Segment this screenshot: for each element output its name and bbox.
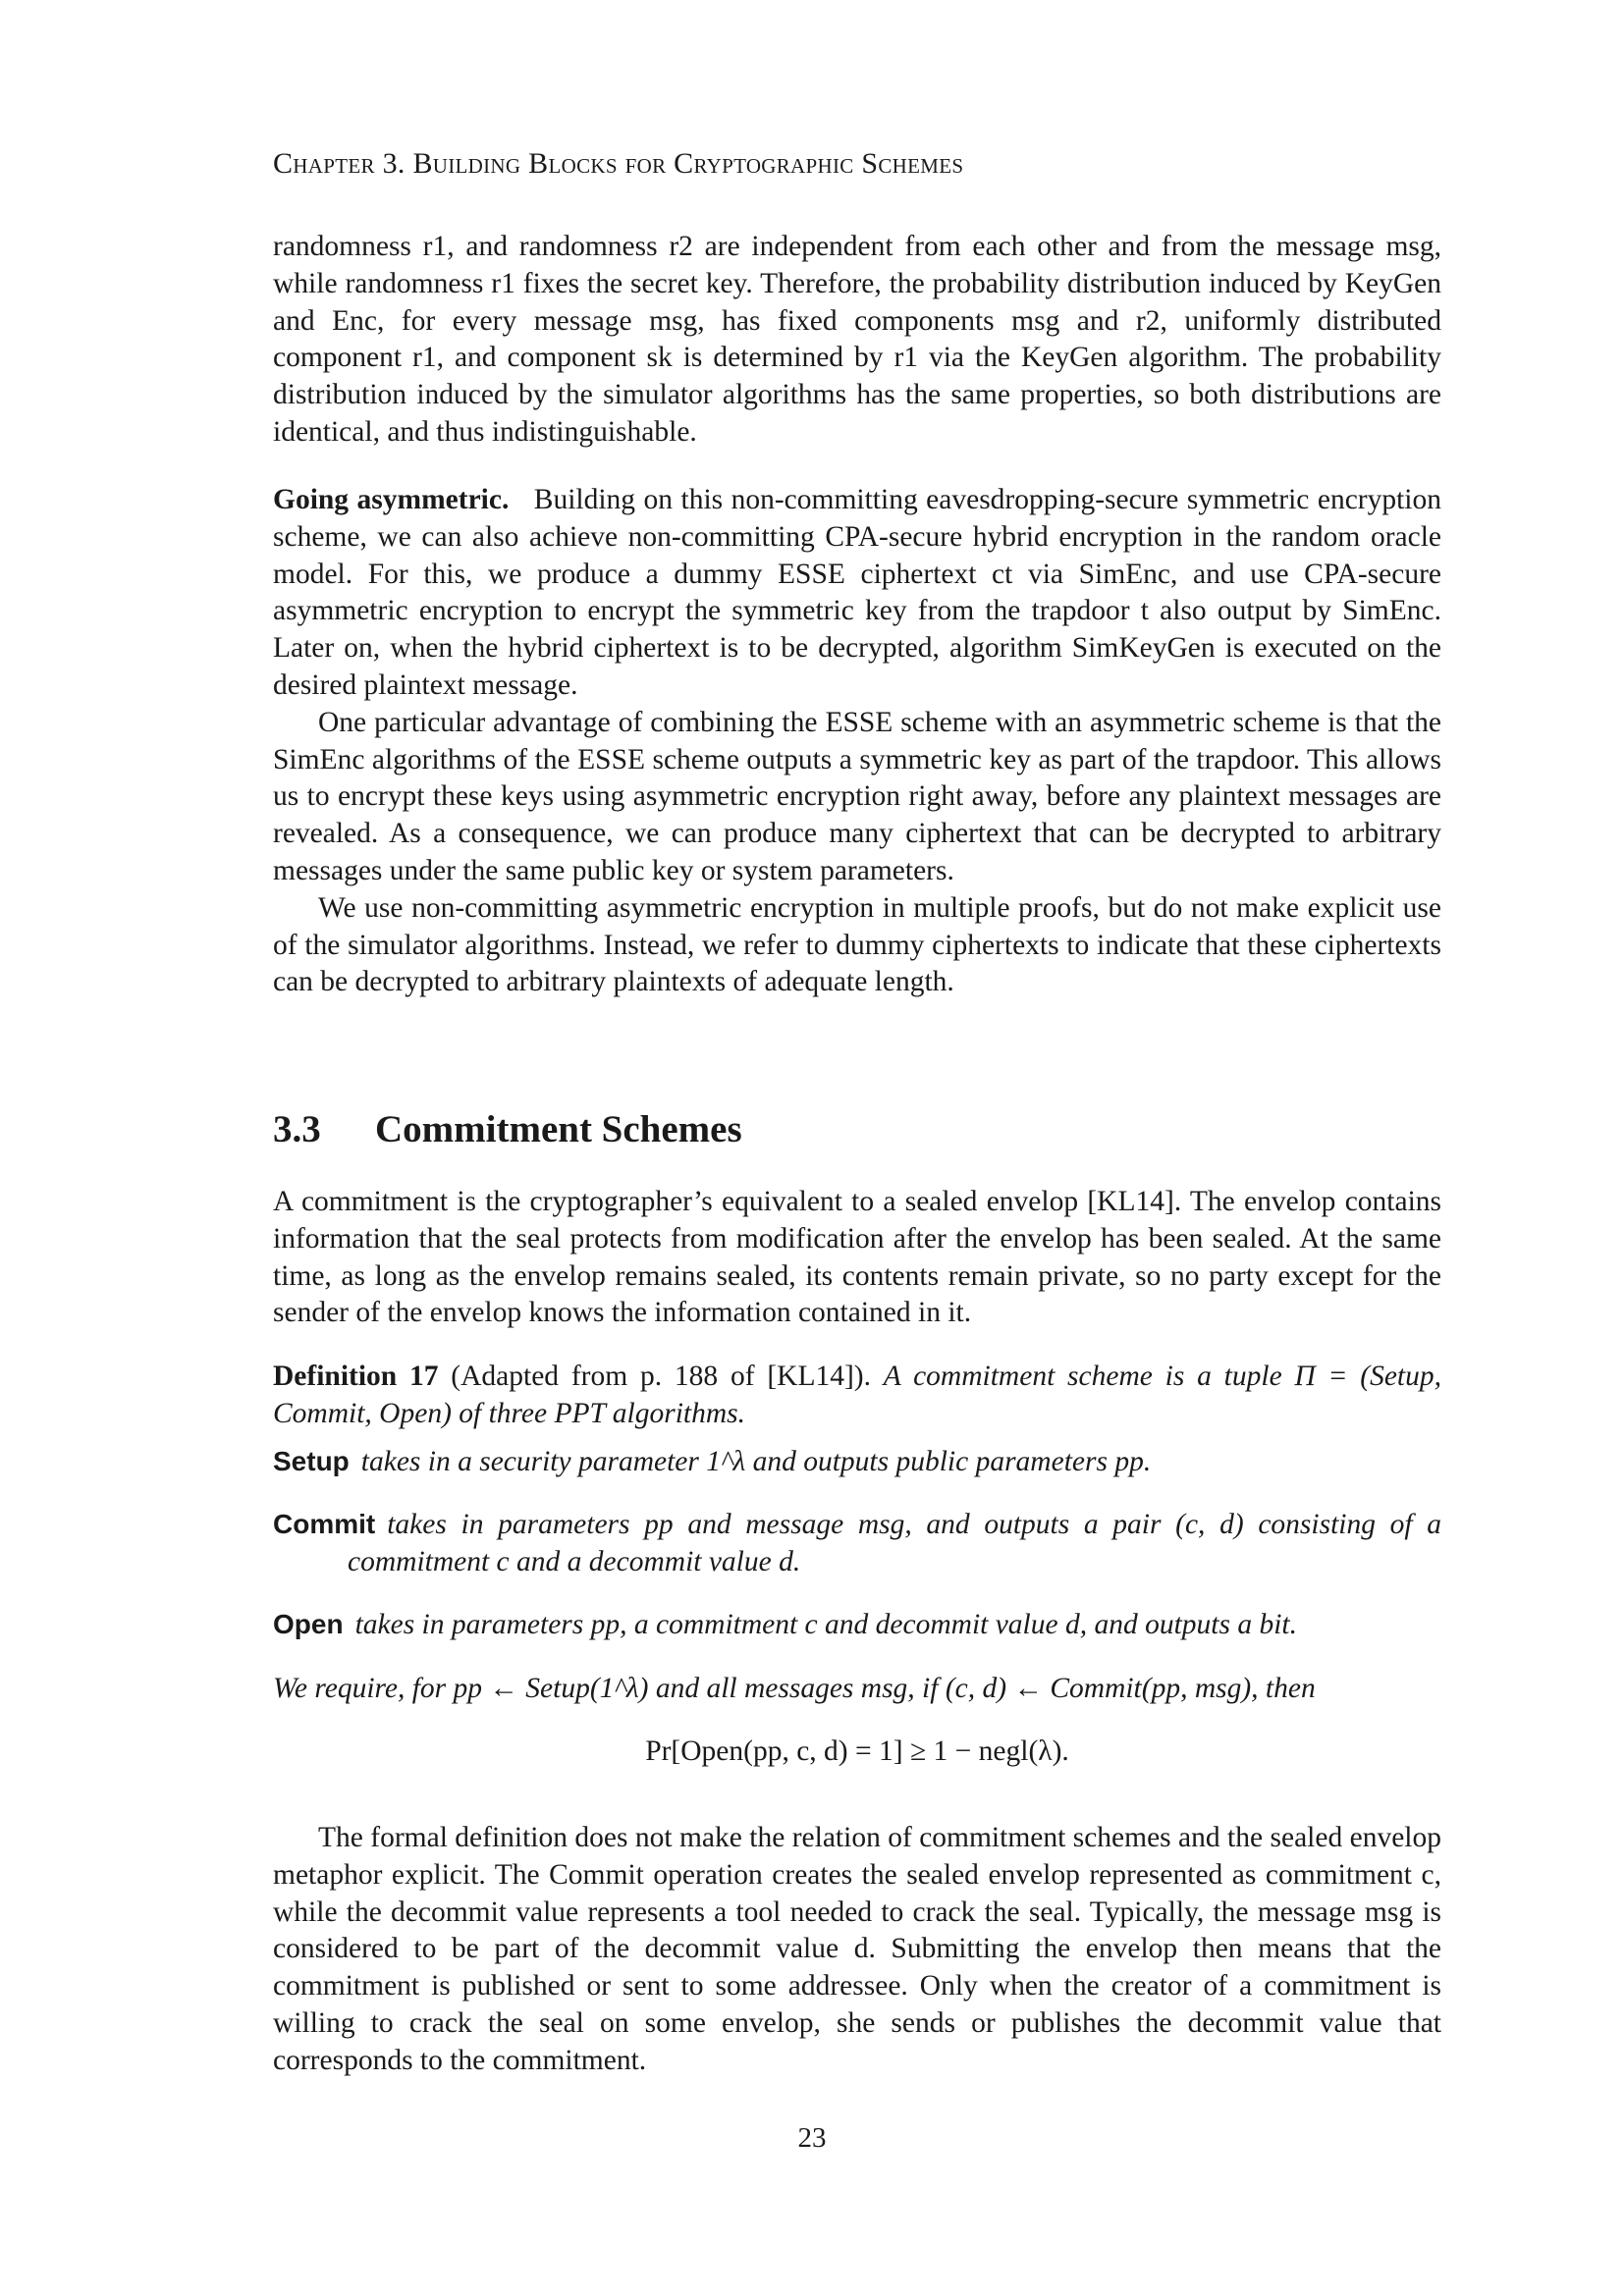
definition-item-setup	[273, 1443, 1441, 1481]
definition-item-commit	[273, 1506, 1441, 1581]
closing-paragraph-text: The formal definition does not make the relation of commitment schemes and the sealed envelop metaphor explicit. The Commit operation creates the sealed envelop represented as commitment c, while the decommit value represents a tool needed to crack the seal. Typically, the message msg is considered to be part of the decommit value d. Submitting the envelop then means that the commitment is published or sent to some addressee. Only when the creator of a commitment is willing to crack the seal on some envelop, she sends or publishes the decommit value that corresponds to the commitment.	[273, 1822, 1441, 2076]
definition-header	[273, 1359, 1441, 1433]
section-heading	[273, 1107, 742, 1151]
section-title: Commitment Schemes	[375, 1108, 742, 1150]
definition-item-open	[273, 1606, 1441, 1644]
section-intro-text: A commitment is the cryptographer’s equivalent to a sealed envelop [KL14]. The envelop contains information that the seal protects from modification after the envelop has been sealed. At the same time, as long as the envelop remains sealed, its contents remain private, so no party except for the sender of the envelop knows the information contained in it.	[273, 1186, 1441, 1329]
definition-requirement	[273, 1671, 1441, 1708]
going-asymmetric-heading: Going asymmetric.	[273, 484, 510, 515]
item-label: Setup	[273, 1446, 350, 1476]
going-asymmetric-p3: We use non-committing asymmetric encryption in multiple proofs, but do not make explicit use of the simulator algorithms. Instead, we refer to dummy ciphertexts to indicate that these ciphertexts can be decrypted to arbitrary plaintexts of adequate length.	[273, 891, 1441, 998]
page-number: 23	[797, 2122, 827, 2154]
going-asymmetric-block	[273, 482, 1441, 1001]
equation-text: Pr[Open(pp, c, d) = 1] ≥ 1 − negl(λ).	[645, 1735, 1069, 1767]
paragraph-continuation	[273, 229, 1441, 452]
item-description: takes in a security parameter 1^λ and outputs public parameters pp.	[360, 1446, 1152, 1477]
running-header	[273, 147, 963, 181]
going-asymmetric-p2: One particular advantage of combining the ESSE scheme with an asymmetric scheme is that the SimEnc algorithms of the ESSE scheme outputs a symmetric key as part of the trapdoor. This allows us to encrypt these keys using asymmetric encryption right away, before any plaintext messages are revealed. As a consequence, we can produce many ciphertext that can be decrypted to arbitrary messages under the same public key or system parameters.	[273, 706, 1441, 886]
running-title: Chapter 3. Building Blocks for Cryptographic Schemes	[273, 147, 964, 180]
going-asymmetric-p1	[273, 482, 1441, 705]
item-description: takes in parameters pp and message msg, and outputs a pair (c, d) consisting of a commitment c and a decommit value d.	[348, 1509, 1441, 1577]
paragraph-1-text: randomness r1, and randomness r2 are independent from each other and from the message msg, while randomness r1 fixes the secret key. Therefore, the probability distribution induced by KeyGen and Enc, for every message msg, has fixed components msg and r2, uniformly distributed component r1, and component sk is determined by r1 via the KeyGen algorithm. The probability distribution induced by the simulator algorithms has the same properties, so both distributions are identical, and thus indistinguishable.	[273, 231, 1441, 448]
definition-source: (Adapted from p. 188 of [KL14]).	[451, 1361, 871, 1392]
item-description: takes in parameters pp, a commitment c and decommit value d, and outputs a bit.	[354, 1609, 1297, 1640]
closing-paragraph	[273, 1820, 1441, 2080]
item-label: Open	[273, 1609, 344, 1639]
definition-block	[273, 1359, 1441, 1433]
item-label: Commit	[273, 1509, 376, 1539]
equation	[273, 1735, 1441, 1768]
definition-statement: A commitment scheme is a tuple Π = (Setup, Commit, Open) of three PPT algorithms.	[273, 1361, 1441, 1429]
requirement-text: We require, for pp ← Setup(1^λ) and all messages msg, if (c, d) ← Commit(pp, msg), then	[273, 1673, 1316, 1704]
definition-label: Definition 17	[273, 1361, 439, 1392]
going-asymmetric-p1-text: Building on this non-committing eavesdropping-secure symmetric encryption scheme, we can also achieve non-committing CPA-secure hybrid encryption in the random oracle model. For this, we produce a dummy ESSE ciphertext ct via SimEnc, and use CPA-secure asymmetric encryption to encrypt the symmetric key from the trapdoor t also output by SimEnc. Later on, when the hybrid ciphertext is to be decrypted, algorithm SimKeyGen is executed on the desired plaintext message.	[273, 484, 1441, 701]
section-intro	[273, 1184, 1441, 1332]
section-number: 3.3	[273, 1108, 321, 1150]
